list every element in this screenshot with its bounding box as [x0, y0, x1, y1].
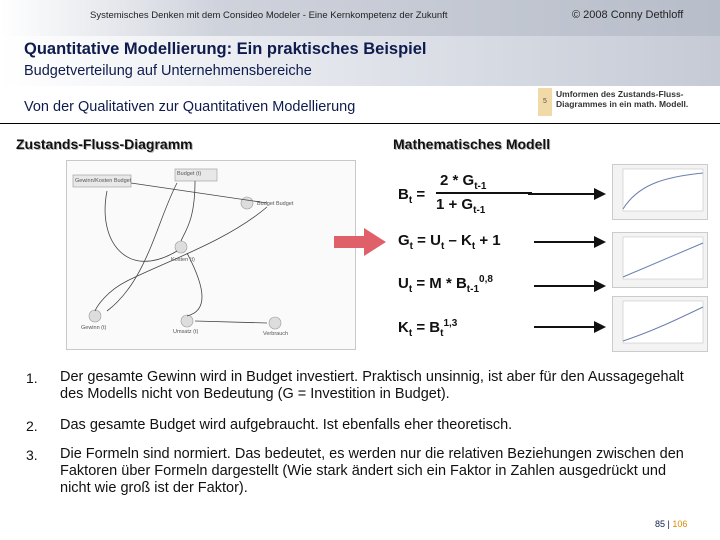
list-number: 1.: [26, 370, 38, 386]
right-column-heading: Mathematisches Modell: [393, 136, 551, 152]
page-current: 85: [655, 519, 666, 529]
stock-flow-diagram: [66, 160, 356, 350]
flow-node-4: [181, 315, 193, 327]
divider: [0, 123, 720, 124]
function-plot: [612, 164, 708, 220]
diagram-label: Budget Budget: [257, 201, 294, 207]
left-column-heading: Zustands-Fluss-Diagramm: [16, 136, 193, 152]
diagram-label: Budget (t): [177, 171, 202, 177]
right-arrow-icon: [534, 280, 606, 292]
section-title: Von der Qualitativen zur Quantitativen Modellierung: [24, 99, 356, 115]
formula-gewinn: $G_t = U_t - K_t + 1$: [398, 232, 501, 252]
diagram-label: Gewinn (t): [81, 325, 107, 331]
right-arrow-icon: [534, 236, 606, 248]
function-plot: [612, 296, 708, 352]
list-number: 3.: [26, 447, 38, 463]
right-arrow-icon: [534, 321, 606, 333]
formula-kosten: $K_t = B_t^{1,3}$: [398, 318, 458, 339]
page-separator: |: [667, 519, 670, 529]
diagram-link: [195, 321, 267, 323]
function-plot: [612, 232, 708, 288]
slide-subtitle: Budgetverteilung auf Unternehmensbereiche: [24, 63, 312, 79]
header-copyright: © 2008 Conny Dethloff: [572, 9, 684, 21]
right-arrow-icon: [528, 188, 606, 200]
list-number: 2.: [26, 418, 38, 434]
list-item: Das gesamte Budget wird aufgebraucht. Ist ebenfalls eher theoretisch.: [60, 417, 513, 433]
formula-umsatz: $U_t = M * B_{t-1}^{0,8}$: [398, 274, 493, 295]
list-item: Der gesamte Gewinn wird in Budget investiert. Praktisch unsinnig, ist aber für den Aussagegehalt des Modells nicht von Bedeutung (G = Investition in Budget).: [60, 369, 684, 402]
diagram-link: [105, 191, 177, 261]
diagram-link: [107, 183, 177, 311]
thumbnail-number: 5: [538, 88, 552, 116]
diagram-label: Kosten (t): [171, 257, 195, 263]
flow-node-1: [241, 197, 253, 209]
formula-budget-lhs: $B_t$ =: [398, 186, 426, 206]
page-total: 106: [672, 519, 688, 529]
transform-arrow-icon: [334, 228, 388, 256]
list-item: Die Formeln sind normiert. Das bedeutet, es werden nur die relativen Beziehungen zwischen den Faktoren über Formeln dargestellt (Wie stark ändert sich ein Faktor in Zahlen ausgedrückt und nicht wie groß ist der Faktor).: [60, 446, 684, 496]
diagram-label: Umsatz (t): [173, 329, 199, 335]
fraction-bar: [436, 192, 532, 194]
thumbnail-caption: Umformen des Zustands-Fluss-Diagrammes in ein math. Modell.: [556, 89, 689, 109]
flow-node-5: [269, 317, 281, 329]
slide-title: Quantitative Modellierung: Ein praktisches Beispiel: [24, 40, 427, 58]
diagram-label: Gewinn/Kosten Budget: [75, 178, 132, 184]
header-title: Systemisches Denken mit dem Consideo Modeler - Eine Kernkompetenz der Zukunft: [90, 10, 448, 21]
formula-budget-numerator: $2 * G_{t-1}$: [440, 172, 487, 192]
diagram-link: [181, 181, 195, 241]
diagram-arrows: [67, 161, 355, 349]
diagram-link: [131, 183, 267, 203]
flow-node-3: [89, 310, 101, 322]
page-indicator: [655, 519, 687, 529]
diagram-label: Verbrauch: [263, 331, 289, 337]
formula-budget-denominator: $1 + G_{t-1}$: [436, 196, 486, 216]
